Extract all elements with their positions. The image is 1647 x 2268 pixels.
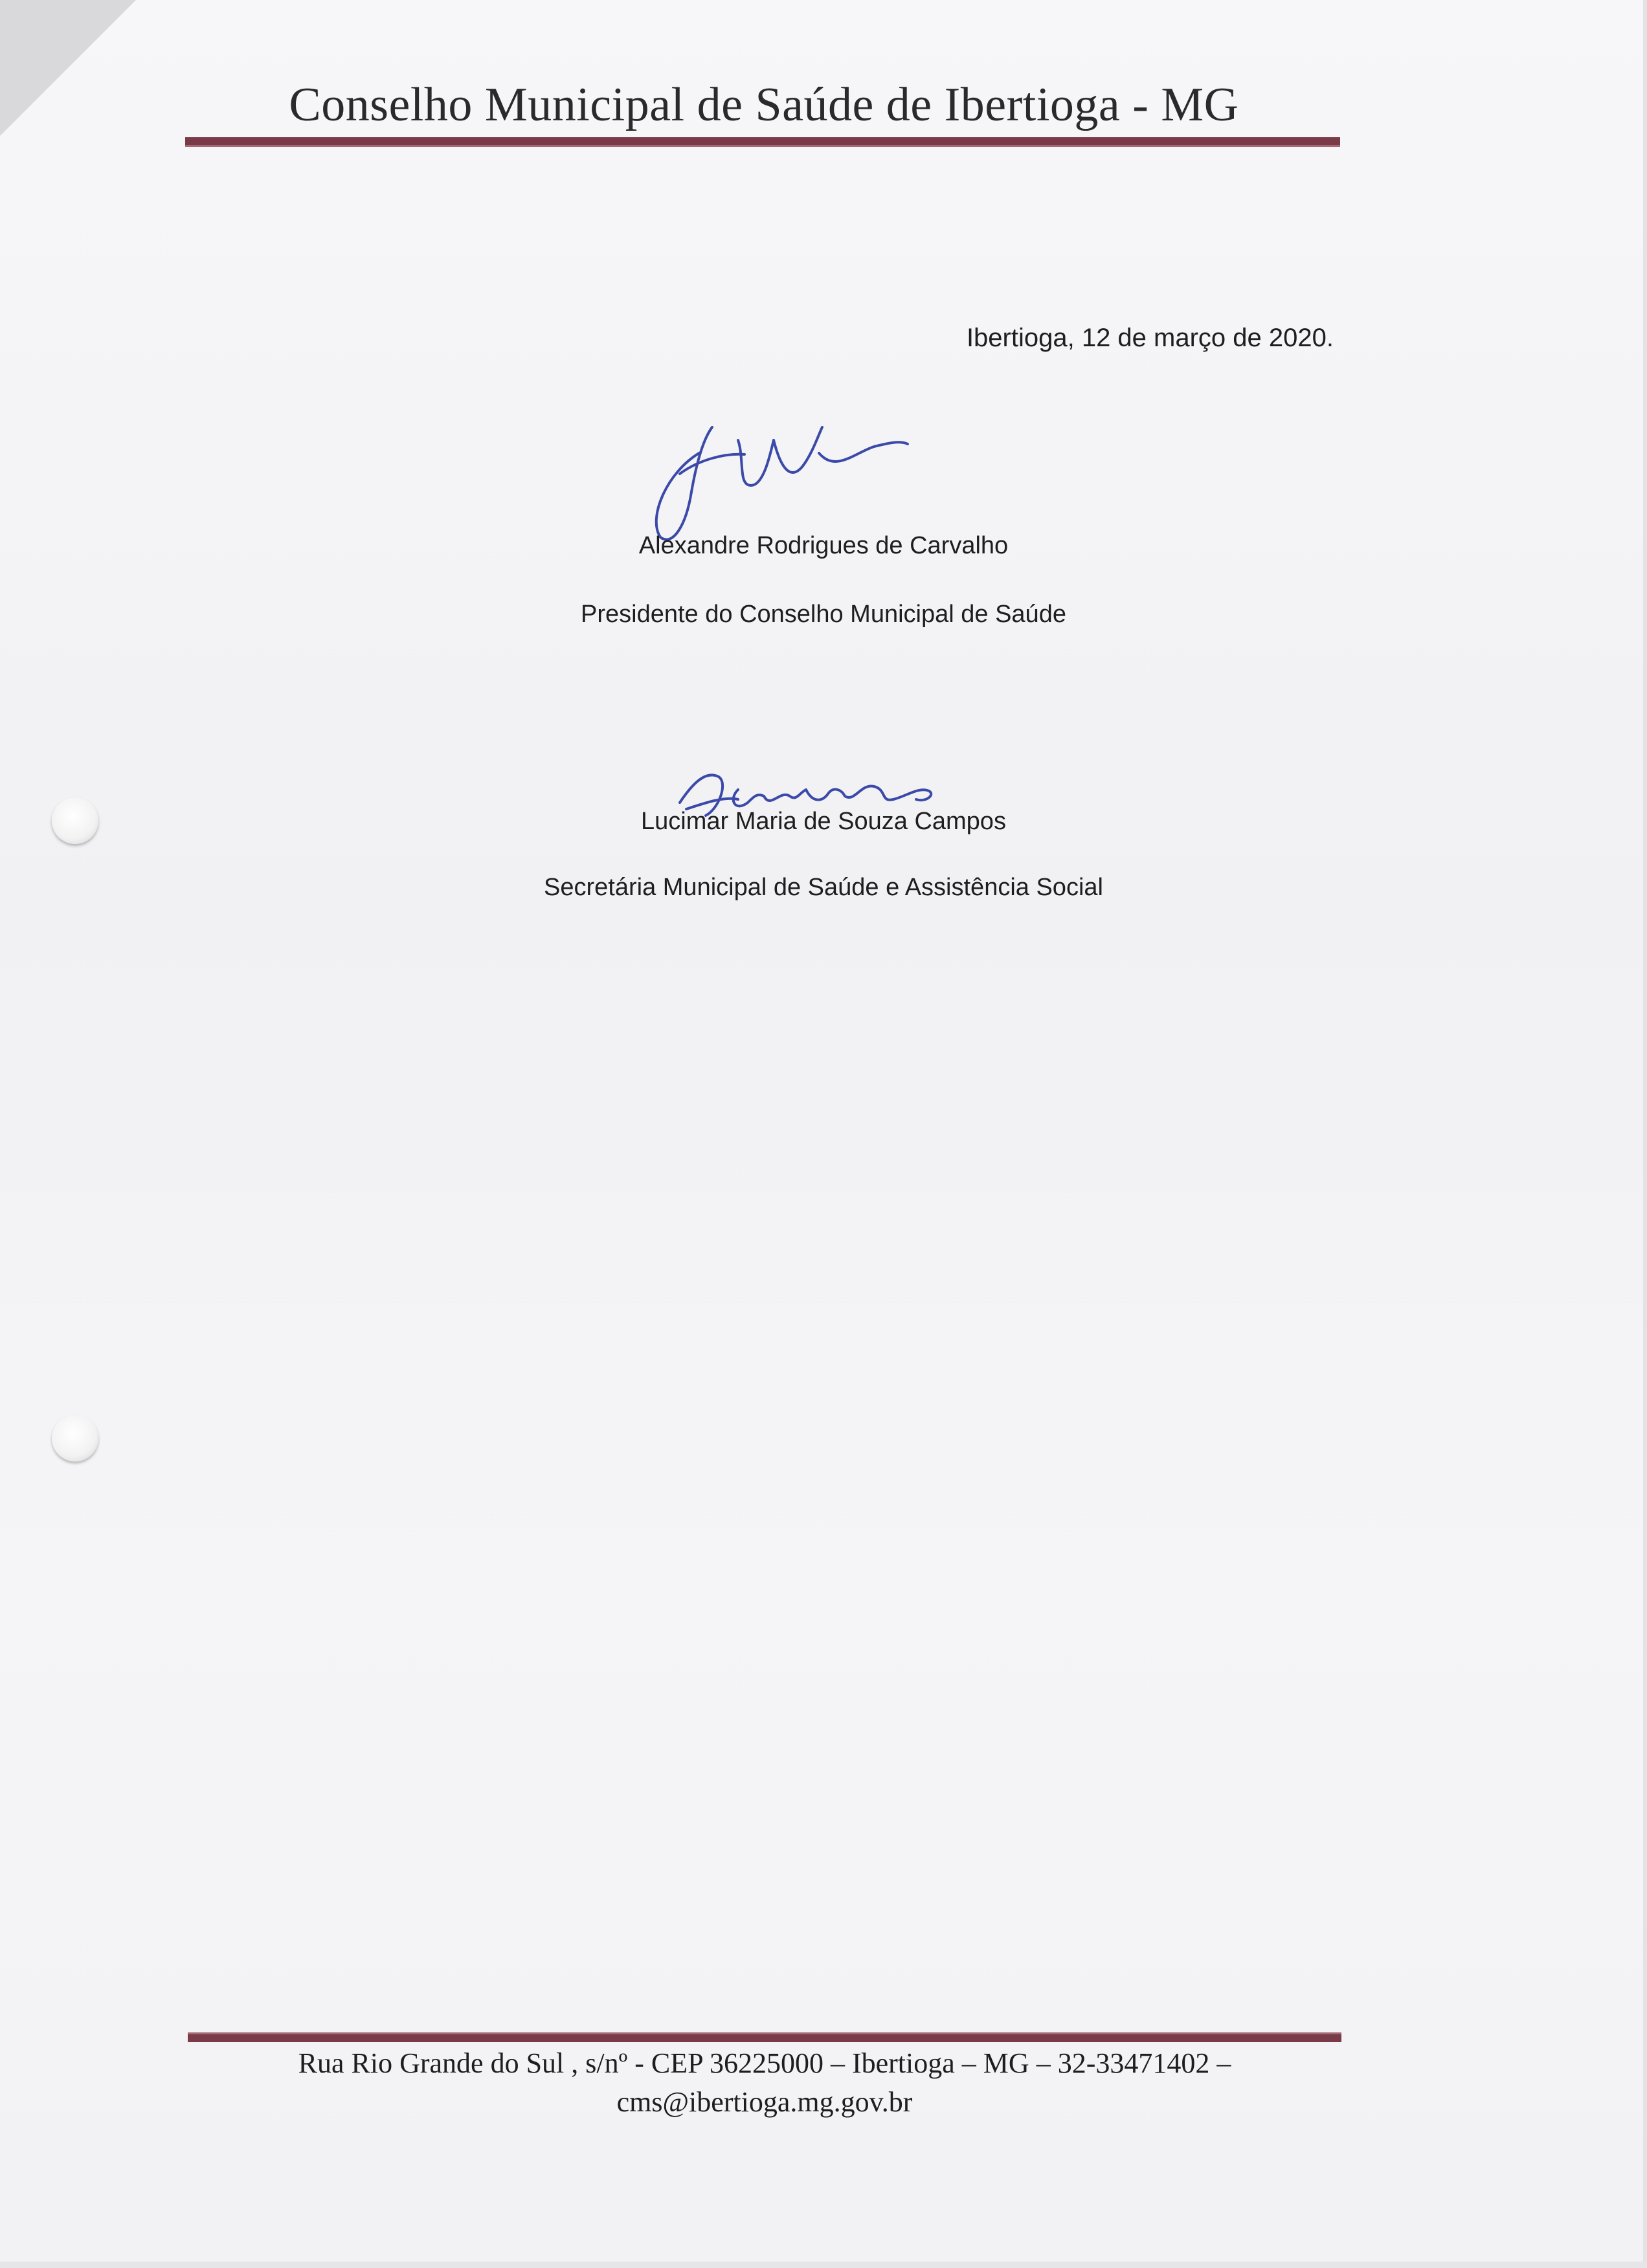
signatory-name: Lucimar Maria de Souza Campos (641, 808, 1006, 835)
punch-hole (52, 1415, 98, 1462)
footer-contact (188, 2044, 1341, 2122)
signature-1-scribble (641, 414, 926, 550)
page-edge (1643, 0, 1647, 2268)
document-date: Ibertioga, 12 de março de 2020. (966, 324, 1334, 352)
signatory-name: Alexandre Rodrigues de Carvalho (638, 532, 1009, 559)
page-title: Conselho Municipal de Saúde de Ibertioga - MG (289, 78, 1239, 131)
signatory-role: Secretária Municipal de Saúde e Assistência Social (544, 874, 1103, 901)
page-edge-bottom (0, 2262, 1647, 2268)
signatory-role: Presidente do Conselho Municipal de Saúde (581, 601, 1066, 628)
header-divider (185, 137, 1340, 147)
folded-corner (0, 0, 136, 136)
footer-address: Rua Rio Grande do Sul , s/nº - CEP 36225000 – Ibertioga – MG – 32-33471402 – (298, 2047, 1231, 2079)
footer-divider (188, 2032, 1341, 2042)
punch-hole (52, 797, 98, 844)
footer-email: cms@ibertioga.mg.gov.br (616, 2086, 913, 2118)
